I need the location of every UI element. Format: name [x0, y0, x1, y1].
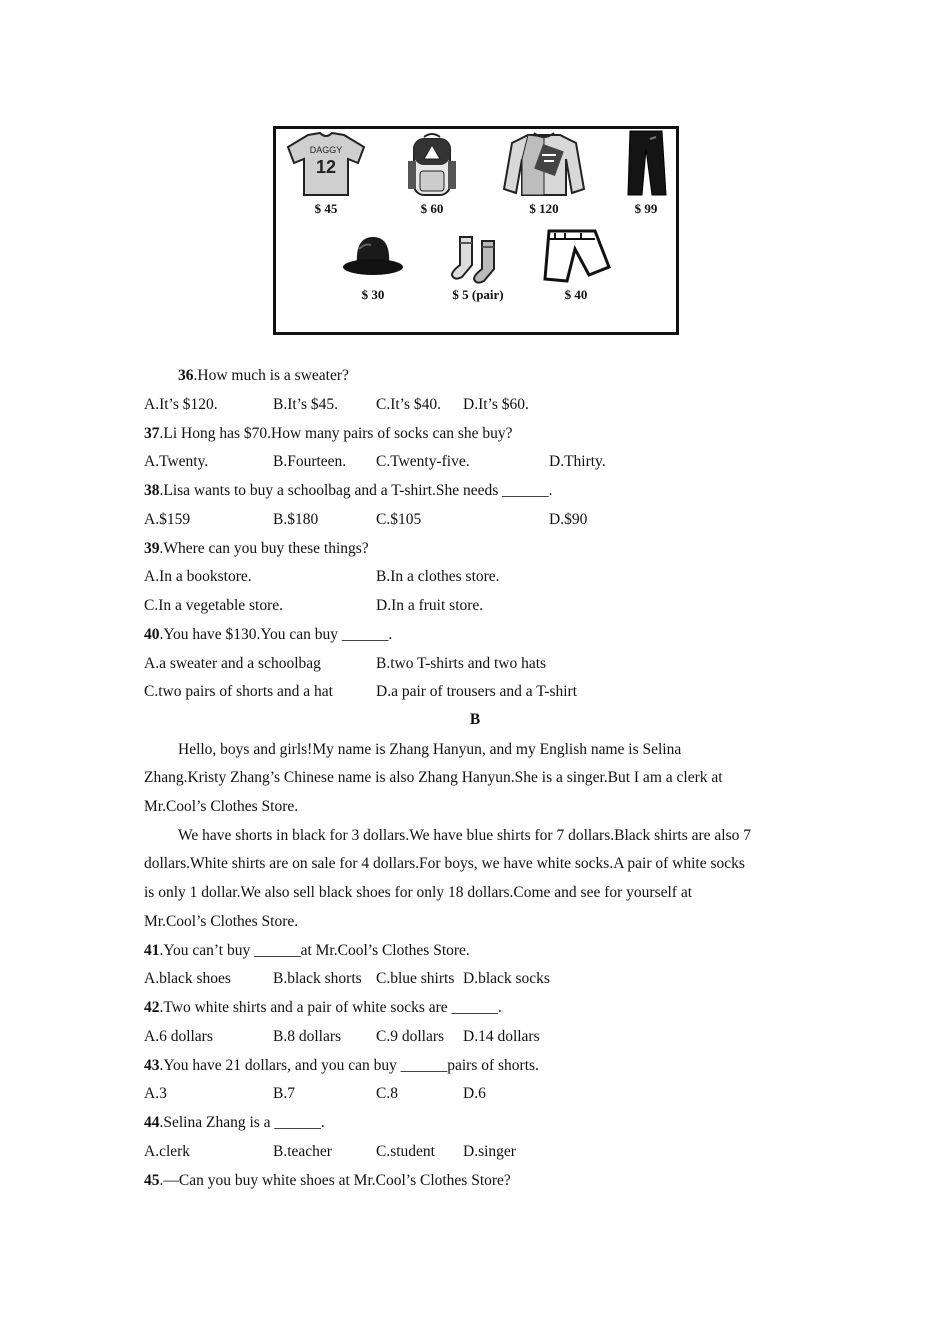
- question-text: .Li Hong has $70.How many pairs of socks can she buy?: [159, 425, 513, 442]
- schoolbag-icon: [402, 131, 462, 199]
- option-d[interactable]: D.In a fruit store.: [376, 597, 484, 614]
- question-text: .Where can you buy these things?: [159, 540, 369, 557]
- option-c[interactable]: C.blue shirts: [376, 970, 455, 987]
- question-text: .How much is a sweater?: [193, 367, 349, 384]
- question-39: [144, 539, 369, 559]
- schoolbag-item: [396, 131, 468, 217]
- socks-item: [442, 231, 514, 303]
- option-d[interactable]: D.Thirty.: [549, 453, 606, 470]
- option-c[interactable]: C.It’s $40.: [376, 396, 442, 413]
- option-a[interactable]: A.Twenty.: [144, 453, 209, 470]
- sweater-icon: [502, 129, 586, 199]
- option-c[interactable]: C.Twenty-five.: [376, 453, 470, 470]
- trousers-item: [618, 129, 674, 217]
- question-number: 45: [144, 1172, 160, 1189]
- option-a[interactable]: A.clerk: [144, 1143, 191, 1160]
- option-c[interactable]: C.two pairs of shorts and a hat: [144, 683, 333, 700]
- question-38: [144, 481, 553, 501]
- question-text: .Two white shirts and a pair of white socks are ______.: [159, 999, 502, 1016]
- option-b[interactable]: B.black shorts: [273, 970, 362, 987]
- socks-price: $ 5 (pair): [452, 287, 504, 302]
- tshirt-price: $ 45: [314, 201, 338, 216]
- question-41: [144, 941, 470, 961]
- question-37: [144, 424, 513, 444]
- option-a[interactable]: A.$159: [144, 511, 191, 528]
- shorts-icon: [541, 227, 611, 285]
- hat-icon: [341, 231, 405, 285]
- tshirt-item: [284, 131, 368, 217]
- option-a[interactable]: A.In a bookstore.: [144, 568, 252, 585]
- passage-line: dollars.White shirts are on sale for 4 dollars.For boys, we have white socks.A pair of white socks: [144, 855, 745, 872]
- option-b[interactable]: B.In a clothes store.: [376, 568, 500, 585]
- passage-line: Mr.Cool’s Clothes Store.: [144, 913, 299, 930]
- option-d[interactable]: D.$90: [549, 511, 588, 528]
- tshirt-logo-text: DAGGY: [309, 145, 343, 155]
- tshirt-icon: [286, 131, 366, 199]
- hat-price: $ 30: [361, 287, 385, 302]
- option-d[interactable]: D.14 dollars: [463, 1028, 540, 1045]
- question-36: [178, 366, 349, 386]
- sweater-price: $ 120: [529, 201, 559, 216]
- clothes-price-picture: [273, 126, 679, 335]
- option-b[interactable]: B.two T-shirts and two hats: [376, 655, 547, 672]
- passage-line: Mr.Cool’s Clothes Store.: [144, 798, 299, 815]
- sweater-item: [500, 129, 588, 217]
- question-43: [144, 1056, 539, 1076]
- option-c[interactable]: C.9 dollars: [376, 1028, 445, 1045]
- option-a[interactable]: A.It’s $120.: [144, 396, 218, 413]
- question-text: .You can’t buy ______at Mr.Cool’s Clothes Store.: [159, 942, 470, 959]
- question-text: .Lisa wants to buy a schoolbag and a T-shirt.She needs ______.: [159, 482, 553, 499]
- option-c[interactable]: C.student: [376, 1143, 435, 1160]
- trousers-icon: [624, 129, 668, 199]
- option-b[interactable]: B.Fourteen.: [273, 453, 347, 470]
- question-number: 41: [144, 942, 160, 959]
- shorts-price: $ 40: [564, 287, 588, 302]
- question-45: [144, 1171, 511, 1191]
- question-44: [144, 1113, 325, 1133]
- option-d[interactable]: D.6: [463, 1085, 486, 1102]
- hat-item: [338, 231, 408, 303]
- option-d[interactable]: D.It’s $60.: [463, 396, 529, 413]
- tshirt-number: 12: [315, 157, 337, 177]
- option-a[interactable]: A.3: [144, 1085, 167, 1102]
- option-b[interactable]: B.$180: [273, 511, 319, 528]
- passage-line: We have shorts in black for 3 dollars.We have blue shirts for 7 dollars.Black shirts are also 7: [178, 827, 752, 844]
- option-d[interactable]: D.singer: [463, 1143, 516, 1160]
- question-number: 40: [144, 626, 160, 643]
- option-d[interactable]: D.black socks: [463, 970, 550, 987]
- option-a[interactable]: A.black shoes: [144, 970, 231, 987]
- trousers-price: $ 99: [634, 201, 658, 216]
- question-text: .Selina Zhang is a ______.: [159, 1114, 325, 1131]
- shorts-item: [538, 227, 614, 303]
- option-b[interactable]: B.teacher: [273, 1143, 332, 1160]
- question-number: 43: [144, 1057, 160, 1074]
- socks-icon: [446, 231, 510, 285]
- question-number: 38: [144, 482, 160, 499]
- question-42: [144, 998, 502, 1018]
- option-b[interactable]: B.8 dollars: [273, 1028, 342, 1045]
- passage-line: Zhang.Kristy Zhang’s Chinese name is also Zhang Hanyun.She is a singer.But I am a clerk at: [144, 769, 723, 786]
- question-40: [144, 625, 392, 645]
- option-c[interactable]: C.$105: [376, 511, 422, 528]
- option-c[interactable]: C.In a vegetable store.: [144, 597, 284, 614]
- question-number: 42: [144, 999, 160, 1016]
- option-a[interactable]: A.6 dollars: [144, 1028, 213, 1045]
- option-d[interactable]: D.a pair of trousers and a T-shirt: [376, 683, 578, 700]
- question-number: 44: [144, 1114, 160, 1131]
- option-c[interactable]: C.8: [376, 1085, 398, 1102]
- passage-line: is only 1 dollar.We also sell black shoes for only 18 dollars.Come and see for yourself at: [144, 884, 693, 901]
- question-text: .You have 21 dollars, and you can buy ______pairs of shorts.: [159, 1057, 539, 1074]
- schoolbag-price: $ 60: [420, 201, 444, 216]
- passage-line: Hello, boys and girls!My name is Zhang Hanyun, and my English name is Selina: [178, 741, 682, 758]
- option-b[interactable]: B.It’s $45.: [273, 396, 339, 413]
- question-number: 36: [178, 367, 194, 384]
- question-text: .You have $130.You can buy ______.: [159, 626, 393, 643]
- section-b-heading: B: [469, 711, 481, 728]
- option-a[interactable]: A.a sweater and a schoolbag: [144, 655, 321, 672]
- option-b[interactable]: B.7: [273, 1085, 295, 1102]
- question-text: .—Can you buy white shoes at Mr.Cool’s Clothes Store?: [159, 1172, 511, 1189]
- question-number: 39: [144, 540, 160, 557]
- question-number: 37: [144, 425, 160, 442]
